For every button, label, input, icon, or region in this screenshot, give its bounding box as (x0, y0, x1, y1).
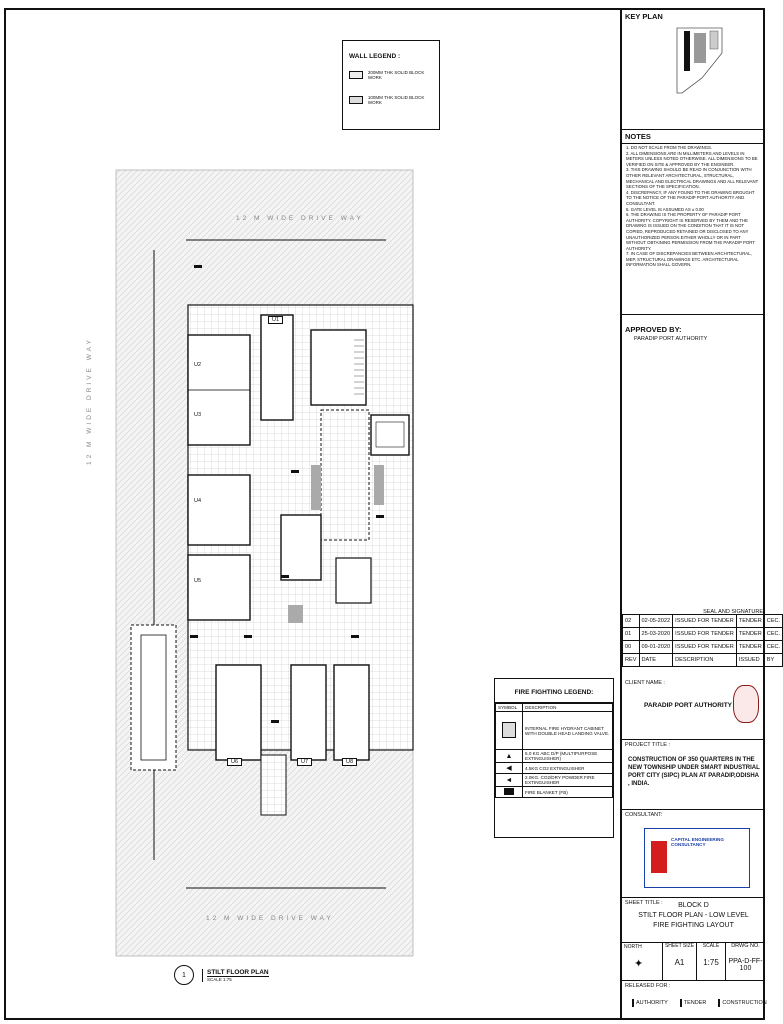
unit-label: U6 (227, 758, 242, 766)
stilt-floor-plan (106, 160, 416, 960)
unit-room (334, 665, 369, 760)
fire-legend-table: SYMBOL DESCRIPTION INTERNAL FIRE HYDRANT CABINET WITH DOUBLE HEAD LANDING VALVE. ▲ 5.0 KG ABC D/P (MULTIPURPOSE EXTINGUISHER) ◀ 4.5KG CO2 EXTINGUISHER ◄ 2.0KG. CO2/DRY POWDER FIRE EXTINGUISHER FIRE BLANKET (FB) (495, 703, 613, 798)
unit-label: U1 (268, 316, 283, 324)
unit-label: U7 (297, 758, 312, 766)
wall-legend-title: WALL LEGEND : (349, 53, 401, 60)
unit-room (188, 555, 250, 620)
notes-title: NOTES (622, 130, 765, 144)
fire-blanket-icon (504, 788, 514, 795)
sheet-size-label: SHEET SIZE (664, 943, 695, 949)
fire-fighting-legend (494, 678, 614, 838)
fire-legend-title: FIRE FIGHTING LEGEND: (495, 679, 613, 703)
revision-table (622, 614, 783, 667)
column (311, 465, 321, 510)
room (336, 558, 371, 603)
consultant-logo (644, 828, 750, 888)
key-plan-drawing (622, 23, 762, 118)
consultant-name: CAPITAL ENGINEERING CONSULTANCY (671, 837, 724, 847)
road-label-left: 12 M WIDE DRIVE WAY (86, 337, 93, 465)
drawing-sheet (4, 8, 781, 1020)
drwg-label: DRWG NO. (731, 943, 760, 949)
approved-by-name: PARADIP PORT AUTHORITY (634, 336, 708, 342)
sheet-info-section (622, 943, 765, 981)
table-row: 00 09-01-2020 ISSUED FOR TENDER TENDER CEC. (623, 641, 783, 654)
title-block (620, 10, 781, 1018)
wall-legend-item: 100MM THK SOLID BLOCK WORK (349, 95, 439, 105)
consultant-label: CONSULTANT: (625, 812, 663, 818)
key-plan-section (622, 10, 765, 130)
logo-icon (651, 841, 667, 873)
wall-legend-item: 200MM THK SOLID BLOCK WORK (349, 70, 439, 80)
project-label: PROJECT TITLE : (625, 742, 671, 748)
checkbox-construction[interactable] (718, 999, 720, 1007)
wall-legend (342, 40, 440, 130)
road-label-top: 12 M WIDE DRIVE WAY (236, 215, 364, 222)
dry-powder-icon: ◄ (505, 776, 513, 784)
scale-label: SCALE (702, 943, 720, 949)
released-section: RELEASED FOR : AUTHORITY TENDER CONSTRUCTION (622, 981, 765, 1019)
unit-room (188, 475, 250, 545)
consultant-section (622, 810, 765, 898)
unit-room (216, 665, 261, 760)
project-section (622, 740, 765, 810)
column (374, 465, 384, 505)
client-name: PARADIP PORT AUTHORITY (644, 702, 732, 709)
co2-icon: ◀ (506, 765, 512, 772)
unit-label: U4 (194, 498, 202, 504)
table-header-row: REV DATE DESCRIPTION ISSUED BY (623, 654, 783, 667)
client-label: CLIENT NAME : (625, 680, 665, 686)
external-structure (131, 625, 176, 770)
column (288, 605, 303, 623)
sheet-title-3: FIRE FIGHTING LAYOUT (653, 922, 734, 929)
lift-shaft (371, 415, 409, 455)
project-title: CONSTRUCTION OF 350 QUARTERS IN THE NEW TOWNSHIP UNDER SMART INDUSTRIAL PORT CITY (SIPC) PLAN AT PARADIP,ODISHA , INDIA. (628, 757, 760, 787)
seal-label: SEAL AND SIGNATURE (703, 609, 763, 615)
drwg-number: PPA-D-FF-100 (728, 958, 763, 972)
drawing-scale: SCALE 1:75 (207, 976, 232, 982)
drawing-area (6, 10, 620, 1018)
extinguisher-icon: ▲ (505, 752, 513, 760)
swatch-icon (349, 71, 363, 79)
scale-value: 1:75 (703, 958, 719, 967)
sheet-size: A1 (674, 958, 685, 967)
unit-label: U5 (194, 578, 202, 584)
client-section (622, 678, 765, 740)
road-label-bottom: 12 M WIDE DRIVE WAY (206, 915, 334, 922)
cabinet-icon (502, 722, 516, 738)
drawing-number: 1 (174, 965, 194, 985)
unit-label: U3 (194, 412, 202, 418)
unit-label: U2 (194, 362, 202, 368)
sheet-title-2: STILT FLOOR PLAN - LOW LEVEL (638, 912, 749, 919)
client-logo (733, 685, 759, 723)
unit-label: U8 (342, 758, 357, 766)
approved-section (622, 315, 765, 615)
released-label: RELEASED FOR : (625, 983, 671, 989)
sheet-title-1: BLOCK D (678, 902, 709, 909)
unit-room (291, 665, 326, 760)
drawing-title-text: STILT FLOOR PLAN (207, 968, 269, 976)
sheet-title-section (622, 898, 765, 943)
table-row: 01 25-03-2020 ISSUED FOR TENDER TENDER CEC. (623, 628, 783, 641)
key-plan-title: KEY PLAN (625, 12, 663, 21)
sheet-title-label: SHEET TITLE : (625, 900, 663, 906)
table-row: 02 02-05-2022 ISSUED FOR TENDER TENDER CEC. (623, 615, 783, 628)
swatch-icon (349, 96, 363, 104)
checkbox-authority[interactable] (632, 999, 634, 1007)
approved-by-title: APPROVED BY: (625, 325, 682, 334)
unit-room (261, 315, 293, 420)
entrance-bay (261, 755, 286, 815)
north-label: NORTH (624, 944, 642, 950)
checkbox-tender[interactable] (680, 999, 682, 1007)
room (281, 515, 321, 580)
north-arrow-icon: ✦ (634, 958, 644, 970)
notes-list: 1. DO NOT SCALE FROM THE DRAWINGS. 2. ALL DIMENSIONS ARE IN MILLIMETERS AND LEVELS IN METERS UNLESS NOTED OTHERWISE. ALL DIMENSIONS TO BE VERIFIED ON SITE & APPROVED BY THE ENGINEER. 3. THIS DRAWING SHOULD BE READ IN CONJUNCTION WITH OTHER RELEVANT ARCHITECTURAL, STRUCTURAL, MECHANICAL AND ELECTRICAL DRAWINGS AND ALL RELEVANT SECTIONS OF THE SPECIFICATION. 4. DISCREPANCY, IF ANY FOUND TO THE DRAWING BROUGHT TO THE NOTICE OF THE PARADIP PORT AUTHORITY AND CONSULTANT. 5. GATE LEVEL IS ASSUMED AS ± 0.00 6. THE DRAWING IS THE PROPERTY OF PARADIP PORT AUTHORITY. COPYRIGHT IS RESERVED BY THEM AND THE DRAWING IS ISSUED ON THE CONDITION THAT IT IS NOT COPIED, REPRODUCED RETAINED OR DISCLOSED TO ANY UNAUTHORIZED PERSON EITHER WHOLLY OR IN PART WITHOUT OBTAINING PERMISSION FROM THE PARADIP PORT AUTHORITY. 7. IN CASE OF DISCREPANCIES BETWEEN ARCHITECTURAL, MEP, STRUCTURAL DRAWINGS ETC. ARCHITECTURAL INFORMATION SHALL GOVERN. (626, 145, 759, 268)
drawing-title (174, 965, 269, 985)
notes-section (622, 130, 765, 315)
